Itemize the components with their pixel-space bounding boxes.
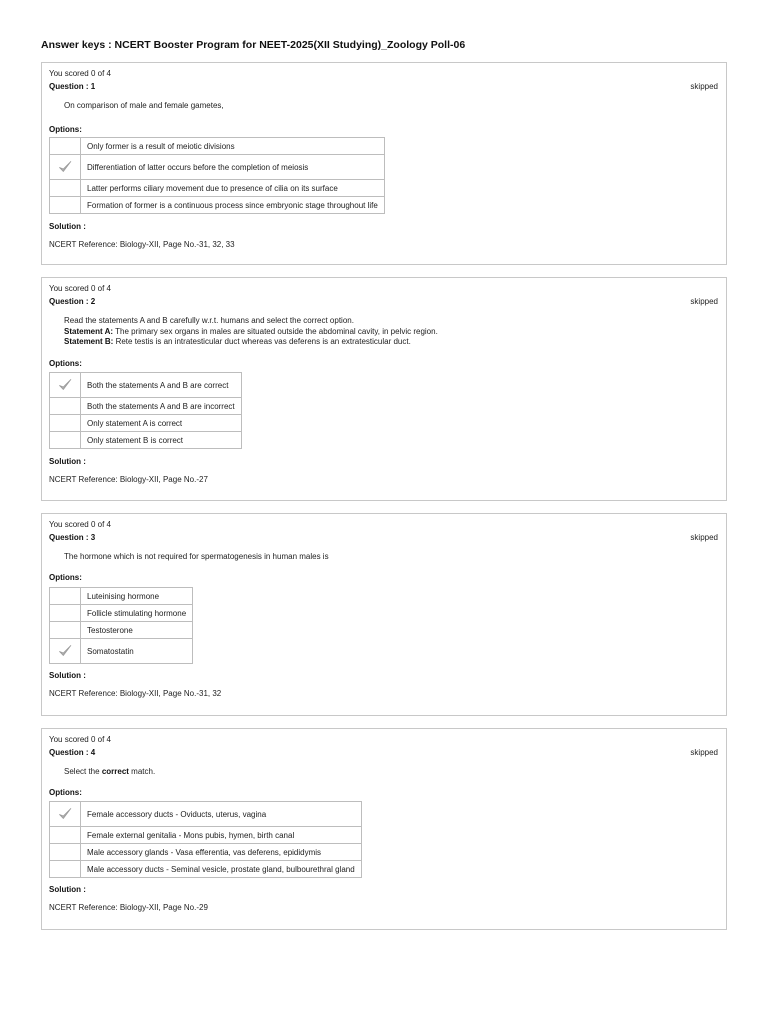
- option-text: Female external genitalia - Mons pubis, hymen, birth canal: [81, 827, 362, 844]
- option-text: Only statement A is correct: [81, 415, 242, 432]
- option-marker: [50, 155, 81, 180]
- checkmark-icon: [57, 806, 73, 822]
- option-marker: [50, 827, 81, 844]
- question-card: [41, 277, 727, 501]
- options-label: Options:: [49, 573, 82, 582]
- options-label: Options:: [49, 359, 82, 368]
- option-marker: [50, 180, 81, 197]
- score-text: You scored 0 of 4: [49, 69, 111, 78]
- options-label: Options:: [49, 788, 82, 797]
- option-row: [50, 622, 193, 639]
- solution-label: Solution :: [49, 671, 86, 680]
- solution-reference: NCERT Reference: Biology-XII, Page No.-31, 32, 33: [49, 240, 235, 249]
- option-row: [50, 415, 242, 432]
- option-marker: [50, 588, 81, 605]
- option-marker: [50, 844, 81, 861]
- question-line: Statement A: The primary sex organs in males are situated outside the abdominal cavity, in pelvic region.: [64, 326, 438, 336]
- option-row: [50, 802, 362, 827]
- options-table: [49, 137, 385, 214]
- page-title: Answer keys : NCERT Booster Program for NEET-2025(XII Studying)_Zoology Poll-06: [41, 39, 466, 51]
- solution-label: Solution :: [49, 222, 86, 231]
- solution-reference: NCERT Reference: Biology-XII, Page No.-31, 32: [49, 689, 222, 698]
- score-text: You scored 0 of 4: [49, 735, 111, 744]
- status-label: skipped: [690, 748, 718, 757]
- question-number: Question : 2: [49, 297, 96, 306]
- question-text: [64, 101, 224, 112]
- question-line: Select the correct match.: [64, 767, 156, 776]
- option-marker: [50, 398, 81, 415]
- option-row: [50, 827, 362, 844]
- option-row: [50, 155, 385, 180]
- checkmark-icon: [57, 377, 73, 393]
- score-text: You scored 0 of 4: [49, 284, 111, 293]
- question-number: Question : 1: [49, 82, 96, 91]
- option-text: Differentiation of latter occurs before the completion of meiosis: [81, 155, 385, 180]
- option-row: [50, 639, 193, 664]
- option-text: Somatostatin: [81, 639, 193, 664]
- option-text: Only statement B is correct: [81, 432, 242, 449]
- option-marker: [50, 197, 81, 214]
- status-label: skipped: [690, 297, 718, 306]
- solution-reference: NCERT Reference: Biology-XII, Page No.-29: [49, 903, 208, 912]
- option-marker: [50, 639, 81, 664]
- question-line: Statement B: Rete testis is an intratesticular duct whereas vas deferens is an extratesticular duct.: [64, 337, 411, 346]
- solution-label: Solution :: [49, 885, 86, 894]
- checkmark-icon: [57, 159, 73, 175]
- solution-reference: NCERT Reference: Biology-XII, Page No.-27: [49, 475, 208, 484]
- option-row: [50, 588, 193, 605]
- option-marker: [50, 138, 81, 155]
- option-marker: [50, 622, 81, 639]
- question-text: [64, 767, 155, 778]
- question-number: Question : 4: [49, 748, 96, 757]
- option-text: Testosterone: [81, 622, 193, 639]
- question-card: [41, 62, 727, 265]
- question-line: On comparison of male and female gametes,: [64, 101, 224, 110]
- option-marker: [50, 432, 81, 449]
- option-text: Latter performs ciliary movement due to presence of cilia on its surface: [81, 180, 385, 197]
- option-text: Only former is a result of meiotic divisions: [81, 138, 385, 155]
- option-text: Luteinising hormone: [81, 588, 193, 605]
- score-text: You scored 0 of 4: [49, 520, 111, 529]
- option-text: Female accessory ducts - Oviducts, uterus, vagina: [81, 802, 362, 827]
- option-text: Both the statements A and B are correct: [81, 373, 242, 398]
- option-text: Male accessory ducts - Seminal vesicle, prostate gland, bulbourethral gland: [81, 861, 362, 878]
- options-table: [49, 801, 362, 878]
- solution-label: Solution :: [49, 457, 86, 466]
- option-row: [50, 138, 385, 155]
- question-line: Read the statements A and B carefully w.r.t. humans and select the correct option.: [64, 316, 354, 325]
- option-row: [50, 844, 362, 861]
- question-text: [64, 552, 329, 563]
- option-marker: [50, 373, 81, 398]
- option-row: [50, 373, 242, 398]
- options-label: Options:: [49, 125, 82, 134]
- question-card: [41, 513, 727, 716]
- statement-label: Statement B:: [64, 337, 114, 346]
- option-row: [50, 398, 242, 415]
- option-text: Male accessory glands - Vasa efferentia, vas deferens, epididymis: [81, 844, 362, 861]
- option-row: [50, 605, 193, 622]
- emphasis-text: correct: [101, 767, 129, 776]
- options-table: [49, 372, 242, 449]
- option-row: [50, 180, 385, 197]
- status-label: skipped: [690, 82, 718, 91]
- option-marker: [50, 802, 81, 827]
- question-text: [64, 316, 438, 348]
- question-number: Question : 3: [49, 533, 96, 542]
- option-row: [50, 861, 362, 878]
- option-text: Formation of former is a continuous process since embryonic stage throughout life: [81, 197, 385, 214]
- question-card: [41, 728, 727, 930]
- option-marker: [50, 415, 81, 432]
- options-table: [49, 587, 193, 664]
- status-label: skipped: [690, 533, 718, 542]
- option-row: [50, 432, 242, 449]
- option-marker: [50, 861, 81, 878]
- statement-label: Statement A:: [64, 326, 114, 336]
- question-line: The hormone which is not required for spermatogenesis in human males is: [64, 552, 329, 561]
- option-text: Follicle stimulating hormone: [81, 605, 193, 622]
- option-row: [50, 197, 385, 214]
- option-text: Both the statements A and B are incorrect: [81, 398, 242, 415]
- option-marker: [50, 605, 81, 622]
- checkmark-icon: [57, 643, 73, 659]
